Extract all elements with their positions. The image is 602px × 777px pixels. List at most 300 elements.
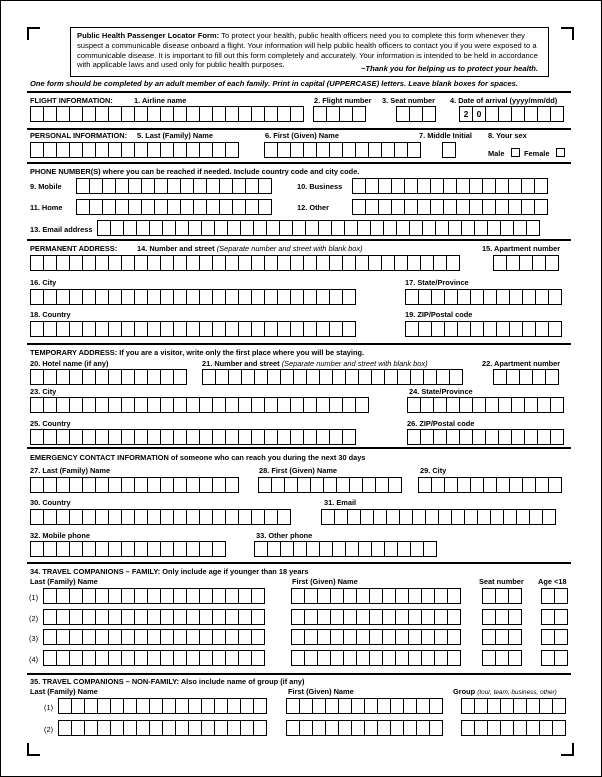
- nonfamily-last-input[interactable]: [58, 698, 266, 714]
- letter-box[interactable]: [290, 255, 304, 271]
- letter-box[interactable]: [136, 720, 150, 736]
- letter-box[interactable]: [343, 650, 357, 666]
- letter-box[interactable]: [277, 106, 291, 122]
- letter-box[interactable]: [225, 255, 239, 271]
- letter-box[interactable]: [219, 199, 233, 215]
- letter-box[interactable]: [30, 106, 44, 122]
- letter-box[interactable]: [355, 397, 369, 413]
- letter-box[interactable]: [339, 106, 353, 122]
- letter-box[interactable]: [408, 609, 422, 625]
- letter-box[interactable]: [30, 142, 44, 158]
- letter-box[interactable]: [175, 220, 189, 236]
- year-digit-box[interactable]: 2: [459, 106, 473, 122]
- letter-box[interactable]: [95, 629, 109, 645]
- letter-box[interactable]: [434, 609, 448, 625]
- letter-box[interactable]: [408, 629, 422, 645]
- letter-box[interactable]: [43, 429, 57, 445]
- letter-box[interactable]: [30, 289, 44, 305]
- letter-box[interactable]: [330, 609, 344, 625]
- family-last-input[interactable]: [43, 588, 264, 604]
- letter-box[interactable]: [95, 142, 109, 158]
- letter-box[interactable]: [351, 720, 365, 736]
- letter-box[interactable]: [338, 698, 352, 714]
- letter-box[interactable]: [418, 289, 432, 305]
- letter-box[interactable]: [342, 321, 356, 337]
- letter-box[interactable]: [71, 698, 85, 714]
- letter-box[interactable]: [238, 255, 252, 271]
- letter-box[interactable]: [186, 650, 200, 666]
- letter-box[interactable]: [149, 698, 163, 714]
- letter-box[interactable]: [212, 629, 226, 645]
- letter-box[interactable]: [43, 477, 57, 493]
- letter-box[interactable]: [370, 220, 384, 236]
- letter-box[interactable]: [277, 289, 291, 305]
- letter-box[interactable]: [212, 609, 226, 625]
- letter-box[interactable]: [457, 289, 471, 305]
- letter-box[interactable]: [433, 255, 447, 271]
- letter-box[interactable]: [506, 255, 520, 271]
- letter-box[interactable]: [134, 541, 148, 557]
- letter-box[interactable]: [76, 199, 90, 215]
- letter-box[interactable]: [134, 106, 148, 122]
- letter-box[interactable]: [173, 509, 187, 525]
- letter-box[interactable]: [251, 509, 265, 525]
- letter-box[interactable]: [482, 588, 496, 604]
- letter-box[interactable]: [186, 142, 200, 158]
- letter-box[interactable]: [330, 588, 344, 604]
- letter-box[interactable]: [394, 255, 408, 271]
- letter-box[interactable]: [316, 255, 330, 271]
- letter-box[interactable]: [160, 106, 174, 122]
- arrival-date-rest-input[interactable]: [485, 106, 563, 122]
- letter-box[interactable]: [121, 255, 135, 271]
- letter-box[interactable]: [342, 255, 356, 271]
- letter-box[interactable]: [396, 220, 410, 236]
- letter-box[interactable]: [251, 629, 265, 645]
- letter-box[interactable]: [162, 720, 176, 736]
- letter-box[interactable]: [102, 178, 116, 194]
- letter-box[interactable]: [43, 541, 57, 557]
- letter-box[interactable]: [493, 255, 507, 271]
- letter-box[interactable]: [186, 477, 200, 493]
- letter-box[interactable]: [95, 609, 109, 625]
- letter-box[interactable]: [513, 720, 527, 736]
- letter-box[interactable]: [403, 698, 417, 714]
- letter-box[interactable]: [347, 509, 361, 525]
- letter-box[interactable]: [108, 142, 122, 158]
- letter-box[interactable]: [253, 720, 267, 736]
- letter-box[interactable]: [390, 720, 404, 736]
- letter-box[interactable]: [251, 588, 265, 604]
- letter-box[interactable]: [356, 588, 370, 604]
- letter-box[interactable]: [30, 321, 44, 337]
- letter-box[interactable]: [457, 477, 471, 493]
- letter-box[interactable]: [186, 541, 200, 557]
- letter-box[interactable]: [485, 106, 499, 122]
- letter-box[interactable]: [521, 178, 535, 194]
- letter-box[interactable]: [58, 698, 72, 714]
- letter-box[interactable]: [421, 650, 435, 666]
- family-seat-input[interactable]: [482, 588, 521, 604]
- letter-box[interactable]: [469, 199, 483, 215]
- nonfamily-first-input[interactable]: [286, 698, 442, 714]
- letter-box[interactable]: [186, 588, 200, 604]
- em-country-input[interactable]: [30, 509, 290, 525]
- family-seat-input[interactable]: [482, 629, 521, 645]
- letter-box[interactable]: [30, 397, 44, 413]
- letter-box[interactable]: [485, 397, 499, 413]
- letter-box[interactable]: [108, 588, 122, 604]
- letter-box[interactable]: [539, 720, 553, 736]
- letter-box[interactable]: [162, 220, 176, 236]
- letter-box[interactable]: [362, 477, 376, 493]
- letter-box[interactable]: [238, 429, 252, 445]
- letter-box[interactable]: [82, 397, 96, 413]
- letter-box[interactable]: [541, 609, 555, 625]
- nonfamily-group-input[interactable]: [461, 698, 565, 714]
- letter-box[interactable]: [95, 397, 109, 413]
- letter-box[interactable]: [483, 289, 497, 305]
- letter-box[interactable]: [56, 369, 70, 385]
- letter-box[interactable]: [134, 397, 148, 413]
- letter-box[interactable]: [369, 650, 383, 666]
- letter-box[interactable]: [521, 199, 535, 215]
- letter-box[interactable]: [71, 720, 85, 736]
- family-age-input[interactable]: [541, 629, 567, 645]
- letter-box[interactable]: [290, 142, 304, 158]
- letter-box[interactable]: [95, 321, 109, 337]
- zip-input[interactable]: [405, 321, 561, 337]
- letter-box[interactable]: [69, 369, 83, 385]
- letter-box[interactable]: [121, 369, 135, 385]
- letter-box[interactable]: [331, 220, 345, 236]
- letter-box[interactable]: [310, 477, 324, 493]
- letter-box[interactable]: [436, 369, 450, 385]
- letter-box[interactable]: [134, 650, 148, 666]
- letter-box[interactable]: [325, 720, 339, 736]
- letter-box[interactable]: [264, 142, 278, 158]
- letter-box[interactable]: [495, 650, 509, 666]
- letter-box[interactable]: [537, 106, 551, 122]
- letter-box[interactable]: [554, 588, 568, 604]
- letter-box[interactable]: [186, 289, 200, 305]
- letter-box[interactable]: [69, 629, 83, 645]
- letter-box[interactable]: [434, 588, 448, 604]
- letter-box[interactable]: [299, 698, 313, 714]
- letter-box[interactable]: [412, 509, 426, 525]
- letter-box[interactable]: [134, 255, 148, 271]
- letter-box[interactable]: [115, 199, 129, 215]
- letter-box[interactable]: [199, 321, 213, 337]
- letter-box[interactable]: [108, 429, 122, 445]
- letter-box[interactable]: [193, 199, 207, 215]
- letter-box[interactable]: [474, 720, 488, 736]
- letter-box[interactable]: [456, 178, 470, 194]
- letter-box[interactable]: [30, 509, 44, 525]
- letter-box[interactable]: [95, 477, 109, 493]
- letter-box[interactable]: [121, 509, 135, 525]
- letter-box[interactable]: [417, 199, 431, 215]
- letter-box[interactable]: [511, 106, 525, 122]
- letter-box[interactable]: [395, 650, 409, 666]
- letter-box[interactable]: [160, 397, 174, 413]
- letter-box[interactable]: [121, 397, 135, 413]
- letter-box[interactable]: [356, 609, 370, 625]
- letter-box[interactable]: [173, 142, 187, 158]
- letter-box[interactable]: [395, 609, 409, 625]
- letter-box[interactable]: [69, 321, 83, 337]
- letter-box[interactable]: [405, 321, 419, 337]
- letter-box[interactable]: [162, 698, 176, 714]
- letter-box[interactable]: [43, 321, 57, 337]
- letter-box[interactable]: [56, 541, 70, 557]
- letter-box[interactable]: [56, 321, 70, 337]
- letter-box[interactable]: [444, 477, 458, 493]
- letter-box[interactable]: [56, 255, 70, 271]
- letter-box[interactable]: [519, 369, 533, 385]
- letter-box[interactable]: [69, 289, 83, 305]
- letter-box[interactable]: [238, 289, 252, 305]
- letter-box[interactable]: [541, 588, 555, 604]
- letter-box[interactable]: [56, 142, 70, 158]
- letter-box[interactable]: [215, 369, 229, 385]
- letter-box[interactable]: [89, 199, 103, 215]
- letter-box[interactable]: [304, 629, 318, 645]
- letter-box[interactable]: [317, 629, 331, 645]
- letter-box[interactable]: [321, 509, 335, 525]
- letter-box[interactable]: [95, 541, 109, 557]
- letter-box[interactable]: [82, 142, 96, 158]
- letter-box[interactable]: [420, 255, 434, 271]
- arrival-date-input[interactable]: [459, 106, 485, 122]
- letter-box[interactable]: [147, 321, 161, 337]
- letter-box[interactable]: [430, 199, 444, 215]
- letter-box[interactable]: [332, 369, 346, 385]
- letter-box[interactable]: [364, 720, 378, 736]
- letter-box[interactable]: [82, 106, 96, 122]
- letter-box[interactable]: [524, 106, 538, 122]
- letter-box[interactable]: [537, 397, 551, 413]
- letter-box[interactable]: [199, 541, 213, 557]
- letter-box[interactable]: [227, 698, 241, 714]
- letter-box[interactable]: [277, 142, 291, 158]
- letter-box[interactable]: [542, 509, 556, 525]
- letter-box[interactable]: [318, 220, 332, 236]
- family-last-input[interactable]: [43, 650, 264, 666]
- letter-box[interactable]: [30, 369, 44, 385]
- letter-box[interactable]: [500, 698, 514, 714]
- letter-box[interactable]: [461, 698, 475, 714]
- letter-box[interactable]: [407, 142, 421, 158]
- letter-box[interactable]: [147, 509, 161, 525]
- letter-box[interactable]: [290, 429, 304, 445]
- letter-box[interactable]: [534, 199, 548, 215]
- letter-box[interactable]: [30, 255, 44, 271]
- letter-box[interactable]: [175, 698, 189, 714]
- letter-box[interactable]: [238, 509, 252, 525]
- letter-box[interactable]: [43, 142, 57, 158]
- letter-box[interactable]: [43, 106, 57, 122]
- letter-box[interactable]: [500, 720, 514, 736]
- letter-box[interactable]: [290, 321, 304, 337]
- letter-box[interactable]: [167, 199, 181, 215]
- letter-box[interactable]: [326, 106, 340, 122]
- letter-box[interactable]: [330, 650, 344, 666]
- letter-box[interactable]: [342, 429, 356, 445]
- letter-box[interactable]: [121, 609, 135, 625]
- letter-box[interactable]: [238, 588, 252, 604]
- letter-box[interactable]: [134, 509, 148, 525]
- letter-box[interactable]: [160, 509, 174, 525]
- letter-box[interactable]: [110, 220, 124, 236]
- nonfamily-first-input[interactable]: [286, 720, 442, 736]
- letter-box[interactable]: [82, 509, 96, 525]
- letter-box[interactable]: [293, 369, 307, 385]
- letter-box[interactable]: [108, 509, 122, 525]
- letter-box[interactable]: [141, 199, 155, 215]
- letter-box[interactable]: [443, 199, 457, 215]
- letter-box[interactable]: [110, 720, 124, 736]
- letter-box[interactable]: [423, 541, 437, 557]
- letter-box[interactable]: [444, 289, 458, 305]
- letter-box[interactable]: [212, 289, 226, 305]
- letter-box[interactable]: [365, 178, 379, 194]
- letter-box[interactable]: [524, 429, 538, 445]
- letter-box[interactable]: [160, 321, 174, 337]
- letter-box[interactable]: [378, 199, 392, 215]
- letter-box[interactable]: [43, 588, 57, 604]
- letter-box[interactable]: [508, 199, 522, 215]
- letter-box[interactable]: [431, 289, 445, 305]
- letter-box[interactable]: [201, 220, 215, 236]
- letter-box[interactable]: [447, 650, 461, 666]
- letter-box[interactable]: [160, 289, 174, 305]
- flight-number-input[interactable]: [313, 106, 365, 122]
- letter-box[interactable]: [199, 106, 213, 122]
- letter-box[interactable]: [95, 509, 109, 525]
- letter-box[interactable]: [238, 397, 252, 413]
- letter-box[interactable]: [316, 397, 330, 413]
- letter-box[interactable]: [369, 629, 383, 645]
- letter-box[interactable]: [212, 588, 226, 604]
- letter-box[interactable]: [199, 142, 213, 158]
- letter-box[interactable]: [108, 255, 122, 271]
- letter-box[interactable]: [526, 220, 540, 236]
- letter-box[interactable]: [84, 720, 98, 736]
- letter-box[interactable]: [175, 720, 189, 736]
- letter-box[interactable]: [433, 397, 447, 413]
- letter-box[interactable]: [82, 650, 96, 666]
- letter-box[interactable]: [323, 477, 337, 493]
- letter-box[interactable]: [355, 255, 369, 271]
- year-digit-box[interactable]: 0: [472, 106, 486, 122]
- country-input[interactable]: [30, 321, 355, 337]
- letter-box[interactable]: [446, 429, 460, 445]
- letter-box[interactable]: [82, 609, 96, 625]
- letter-box[interactable]: [446, 255, 460, 271]
- letter-box[interactable]: [342, 142, 356, 158]
- letter-box[interactable]: [391, 199, 405, 215]
- first-name-input[interactable]: [264, 142, 420, 158]
- letter-box[interactable]: [408, 650, 422, 666]
- letter-box[interactable]: [495, 588, 509, 604]
- letter-box[interactable]: [313, 106, 327, 122]
- letter-box[interactable]: [232, 199, 246, 215]
- letter-box[interactable]: [56, 588, 70, 604]
- letter-box[interactable]: [147, 106, 161, 122]
- letter-box[interactable]: [537, 429, 551, 445]
- letter-box[interactable]: [539, 698, 553, 714]
- letter-box[interactable]: [304, 588, 318, 604]
- family-seat-input[interactable]: [482, 650, 521, 666]
- letter-box[interactable]: [240, 698, 254, 714]
- letter-box[interactable]: [160, 477, 174, 493]
- letter-box[interactable]: [108, 541, 122, 557]
- letter-box[interactable]: [225, 289, 239, 305]
- letter-box[interactable]: [319, 541, 333, 557]
- letter-box[interactable]: [82, 629, 96, 645]
- letter-box[interactable]: [470, 289, 484, 305]
- letter-box[interactable]: [423, 369, 437, 385]
- letter-box[interactable]: [399, 509, 413, 525]
- letter-box[interactable]: [487, 220, 501, 236]
- temp-state-input[interactable]: [407, 397, 563, 413]
- letter-box[interactable]: [82, 588, 96, 604]
- letter-box[interactable]: [173, 321, 187, 337]
- letter-box[interactable]: [56, 609, 70, 625]
- letter-box[interactable]: [382, 609, 396, 625]
- letter-box[interactable]: [325, 698, 339, 714]
- letter-box[interactable]: [147, 650, 161, 666]
- letter-box[interactable]: [251, 609, 265, 625]
- letter-box[interactable]: [30, 429, 44, 445]
- letter-box[interactable]: [188, 720, 202, 736]
- letter-box[interactable]: [386, 509, 400, 525]
- letter-box[interactable]: [238, 629, 252, 645]
- letter-box[interactable]: [548, 477, 562, 493]
- mobile-input[interactable]: [76, 178, 271, 194]
- letter-box[interactable]: [251, 106, 265, 122]
- letter-box[interactable]: [429, 720, 443, 736]
- letter-box[interactable]: [526, 698, 540, 714]
- letter-box[interactable]: [368, 255, 382, 271]
- letter-box[interactable]: [225, 142, 239, 158]
- letter-box[interactable]: [474, 698, 488, 714]
- letter-box[interactable]: [449, 369, 463, 385]
- letter-box[interactable]: [429, 698, 443, 714]
- letter-box[interactable]: [173, 541, 187, 557]
- last-name-input[interactable]: [30, 142, 238, 158]
- letter-box[interactable]: [477, 509, 491, 525]
- letter-box[interactable]: [365, 199, 379, 215]
- letter-box[interactable]: [128, 199, 142, 215]
- letter-box[interactable]: [305, 220, 319, 236]
- male-checkbox[interactable]: [511, 148, 520, 157]
- letter-box[interactable]: [304, 650, 318, 666]
- letter-box[interactable]: [303, 289, 317, 305]
- letter-box[interactable]: [490, 509, 504, 525]
- letter-box[interactable]: [180, 199, 194, 215]
- letter-box[interactable]: [43, 289, 57, 305]
- letter-box[interactable]: [297, 477, 311, 493]
- letter-box[interactable]: [82, 477, 96, 493]
- letter-box[interactable]: [447, 609, 461, 625]
- letter-box[interactable]: [407, 255, 421, 271]
- letter-box[interactable]: [371, 369, 385, 385]
- letter-box[interactable]: [526, 720, 540, 736]
- letter-box[interactable]: [251, 650, 265, 666]
- em-mobile-input[interactable]: [30, 541, 225, 557]
